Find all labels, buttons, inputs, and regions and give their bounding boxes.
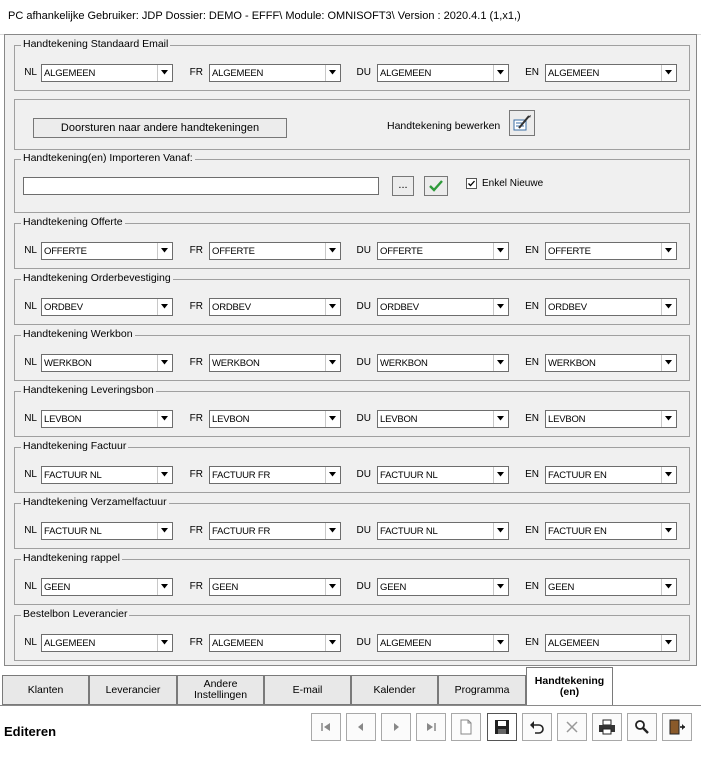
dropdown-button[interactable] <box>493 579 508 595</box>
dropdown-button[interactable] <box>325 635 340 651</box>
undo-icon <box>529 720 545 734</box>
selected-value: OFFERTE <box>548 246 591 257</box>
selected-value: ALGEMEEN <box>380 638 432 649</box>
signature-select[interactable] <box>377 522 509 540</box>
dropdown-button[interactable] <box>325 243 340 259</box>
selected-value: ALGEMEEN <box>44 638 96 649</box>
signature-select[interactable] <box>209 242 341 260</box>
chevron-down-icon <box>665 584 672 589</box>
language-label: FR <box>189 637 203 648</box>
signature-select[interactable] <box>377 242 509 260</box>
selected-value: ALGEMEEN <box>548 638 600 649</box>
dropdown-button[interactable] <box>661 243 676 259</box>
chevron-down-icon <box>329 416 336 421</box>
signature-select[interactable] <box>545 242 677 260</box>
selected-value: WERKBON <box>380 358 428 369</box>
dropdown-button[interactable] <box>493 523 508 539</box>
chevron-down-icon <box>497 70 504 75</box>
dropdown-button[interactable] <box>325 299 340 315</box>
signature-select[interactable] <box>377 634 509 652</box>
group-label: Handtekening Standaard Email <box>23 38 169 50</box>
chevron-down-icon <box>161 528 168 533</box>
language-label: NL <box>24 357 37 368</box>
dropdown-button[interactable] <box>325 523 340 539</box>
language-label: DU <box>356 245 371 256</box>
chevron-down-icon <box>161 70 168 75</box>
language-label: DU <box>356 301 371 312</box>
signature-select[interactable] <box>209 354 341 372</box>
dropdown-button[interactable] <box>157 579 172 595</box>
tab[interactable]: Programma <box>438 675 526 705</box>
chevron-down-icon <box>329 360 336 365</box>
selected-value: FACTUUR NL <box>44 526 102 537</box>
dropdown-button[interactable] <box>157 467 172 483</box>
language-label: NL <box>24 413 37 424</box>
signature-group <box>14 384 690 437</box>
tab[interactable]: Leverancier <box>89 675 177 705</box>
print-icon <box>598 719 616 735</box>
edit-signature-icon <box>511 112 533 134</box>
next-record-icon <box>389 721 403 733</box>
dropdown-button[interactable] <box>661 65 676 81</box>
chevron-down-icon <box>665 304 672 309</box>
signature-select[interactable] <box>377 578 509 596</box>
last-record-icon <box>424 721 438 733</box>
selected-value: GEEN <box>380 582 407 593</box>
selected-value: WERKBON <box>548 358 596 369</box>
chevron-down-icon <box>665 472 672 477</box>
selected-value: WERKBON <box>44 358 92 369</box>
signature-select[interactable] <box>545 634 677 652</box>
signature-select[interactable] <box>209 466 341 484</box>
signature-select[interactable] <box>41 242 173 260</box>
selected-value: LEVBON <box>380 414 418 425</box>
selected-value: OFFERTE <box>44 246 87 257</box>
selected-value: ALGEMEEN <box>212 638 264 649</box>
tab[interactable]: Kalender <box>351 675 438 705</box>
language-label: DU <box>356 413 371 424</box>
dropdown-button[interactable] <box>157 635 172 651</box>
undo-button[interactable] <box>522 713 552 741</box>
dropdown-button[interactable] <box>157 299 172 315</box>
settings-panel <box>4 34 697 666</box>
chevron-down-icon <box>161 304 168 309</box>
signature-select[interactable] <box>209 298 341 316</box>
language-label: FR <box>189 301 203 312</box>
last-record-button[interactable] <box>416 713 446 741</box>
chevron-down-icon <box>665 640 672 645</box>
signature-select[interactable] <box>377 466 509 484</box>
dropdown-button[interactable] <box>157 243 172 259</box>
dropdown-button[interactable] <box>661 299 676 315</box>
chevron-down-icon <box>665 528 672 533</box>
group-label: Handtekening Factuur <box>23 440 127 452</box>
status-text: Editeren <box>4 724 57 739</box>
signature-select[interactable] <box>377 410 509 428</box>
selected-value: GEEN <box>548 582 575 593</box>
tab[interactable]: E-mail <box>264 675 351 705</box>
chevron-down-icon <box>497 472 504 477</box>
signature-select[interactable] <box>41 578 173 596</box>
signature-select[interactable] <box>545 578 677 596</box>
dropdown-button[interactable] <box>661 355 676 371</box>
language-label: EN <box>525 637 539 648</box>
selected-value: FACTUUR FR <box>212 526 271 537</box>
chevron-down-icon <box>329 584 336 589</box>
selected-value: FACTUUR EN <box>548 526 607 537</box>
group-label: Handtekening rappel <box>23 552 120 564</box>
signature-group <box>14 216 690 269</box>
signature-select[interactable] <box>41 64 173 82</box>
signature-select[interactable] <box>545 522 677 540</box>
forward-signatures-button[interactable]: Doorsturen naar andere handtekeningen <box>33 118 287 138</box>
signature-select[interactable] <box>377 298 509 316</box>
signature-select[interactable] <box>545 354 677 372</box>
signature-select[interactable] <box>377 64 509 82</box>
chevron-down-icon <box>329 472 336 477</box>
group-label: Handtekening Orderbevestiging <box>23 272 171 284</box>
selected-value: FACTUUR NL <box>380 526 438 537</box>
language-label: DU <box>356 357 371 368</box>
language-label: DU <box>356 67 371 78</box>
language-label: FR <box>189 67 203 78</box>
chevron-down-icon <box>665 248 672 253</box>
chevron-down-icon <box>665 416 672 421</box>
dropdown-button[interactable] <box>493 299 508 315</box>
dropdown-button[interactable] <box>661 411 676 427</box>
signature-select[interactable] <box>209 634 341 652</box>
language-label: DU <box>356 637 371 648</box>
language-label: EN <box>525 525 539 536</box>
language-label: EN <box>525 469 539 480</box>
selected-value: ORDBEV <box>44 302 83 313</box>
signature-group <box>14 552 690 605</box>
next-record-button[interactable] <box>381 713 411 741</box>
edit-signature-button[interactable] <box>509 110 535 136</box>
selected-value: ALGEMEEN <box>380 68 432 79</box>
signature-select[interactable] <box>41 298 173 316</box>
print-button[interactable] <box>592 713 622 741</box>
chevron-down-icon <box>329 304 336 309</box>
checkmark-icon <box>427 178 445 194</box>
language-label: NL <box>24 637 37 648</box>
language-label: EN <box>525 581 539 592</box>
signature-select[interactable] <box>209 522 341 540</box>
signature-select[interactable] <box>377 354 509 372</box>
only-new-checkbox[interactable] <box>466 178 477 189</box>
dropdown-button[interactable] <box>493 243 508 259</box>
save-icon <box>494 719 510 735</box>
chevron-down-icon <box>329 640 336 645</box>
dropdown-button[interactable] <box>661 579 676 595</box>
chevron-down-icon <box>329 70 336 75</box>
exit-button[interactable] <box>662 713 692 741</box>
delete-button[interactable] <box>557 713 587 741</box>
dropdown-button[interactable] <box>661 635 676 651</box>
signature-select[interactable] <box>41 634 173 652</box>
signature-group <box>14 38 690 91</box>
signature-select[interactable] <box>41 354 173 372</box>
dropdown-button[interactable] <box>661 467 676 483</box>
import-path-input[interactable] <box>23 177 379 195</box>
language-label: DU <box>356 469 371 480</box>
selected-value: LEVBON <box>212 414 250 425</box>
title-bar <box>0 0 701 35</box>
search-button[interactable] <box>627 713 657 741</box>
chevron-down-icon <box>497 528 504 533</box>
selected-value: LEVBON <box>548 414 586 425</box>
only-new-label: Enkel Nieuwe <box>482 178 544 189</box>
signature-group <box>14 272 690 325</box>
language-label: DU <box>356 525 371 536</box>
signature-group <box>14 496 690 549</box>
language-label: NL <box>24 67 37 78</box>
selected-value: FACTUUR FR <box>212 470 271 481</box>
selected-value: ORDBEV <box>548 302 587 313</box>
chevron-down-icon <box>161 360 168 365</box>
dropdown-button[interactable] <box>493 467 508 483</box>
save-button[interactable] <box>487 713 517 741</box>
chevron-down-icon <box>329 528 336 533</box>
language-label: FR <box>189 525 203 536</box>
chevron-down-icon <box>161 248 168 253</box>
new-record-button[interactable] <box>451 713 481 741</box>
dropdown-button[interactable] <box>157 411 172 427</box>
signature-select[interactable] <box>209 578 341 596</box>
chevron-down-icon <box>497 640 504 645</box>
browse-button[interactable]: ... <box>392 176 414 196</box>
signature-select[interactable] <box>209 64 341 82</box>
previous-record-icon <box>354 721 368 733</box>
selected-value: WERKBON <box>212 358 260 369</box>
language-label: FR <box>189 245 203 256</box>
dropdown-button[interactable] <box>325 579 340 595</box>
signature-group <box>14 608 690 661</box>
import-panel <box>14 152 690 213</box>
signature-select[interactable] <box>545 298 677 316</box>
import-label: Handtekening(en) Importeren Vanaf: <box>23 152 193 164</box>
language-label: EN <box>525 413 539 424</box>
checkbox-check-icon <box>467 179 476 188</box>
signature-select[interactable] <box>545 410 677 428</box>
selected-value: OFFERTE <box>380 246 423 257</box>
confirm-import-button[interactable] <box>424 176 448 196</box>
dropdown-button[interactable] <box>325 355 340 371</box>
window-title: PC afhankelijke Gebruiker: JDP Dossier: DEMO - EFFF\ Module: OMNISOFT3\ Version : 2020.4.1 (1,x1,) <box>8 10 521 22</box>
group-label: Handtekening Werkbon <box>23 328 133 340</box>
dropdown-button[interactable] <box>157 65 172 81</box>
dropdown-button[interactable] <box>493 635 508 651</box>
new-record-icon <box>459 719 473 735</box>
language-label: NL <box>24 581 37 592</box>
dropdown-button[interactable] <box>493 355 508 371</box>
chevron-down-icon <box>497 584 504 589</box>
language-label: EN <box>525 245 539 256</box>
selected-value: ORDBEV <box>380 302 419 313</box>
signature-group <box>14 328 690 381</box>
signature-select[interactable] <box>545 64 677 82</box>
dropdown-button[interactable] <box>325 411 340 427</box>
delete-icon <box>565 720 579 734</box>
tab[interactable]: Handtekening (en) <box>526 667 613 706</box>
selected-value: OFFERTE <box>212 246 255 257</box>
first-record-icon <box>319 721 333 733</box>
selected-value: ALGEMEEN <box>548 68 600 79</box>
dropdown-button[interactable] <box>661 523 676 539</box>
selected-value: LEVBON <box>44 414 82 425</box>
dropdown-button[interactable] <box>157 523 172 539</box>
language-label: FR <box>189 581 203 592</box>
selected-value: FACTUUR NL <box>44 470 102 481</box>
selected-value: FACTUUR NL <box>380 470 438 481</box>
previous-record-button[interactable] <box>346 713 376 741</box>
dropdown-button[interactable] <box>157 355 172 371</box>
selected-value: ALGEMEEN <box>212 68 264 79</box>
language-label: NL <box>24 245 37 256</box>
chevron-down-icon <box>161 584 168 589</box>
selected-value: GEEN <box>44 582 71 593</box>
language-label: FR <box>189 357 203 368</box>
actions-panel <box>14 99 690 150</box>
language-label: DU <box>356 581 371 592</box>
tab[interactable]: Klanten <box>2 675 89 705</box>
chevron-down-icon <box>665 70 672 75</box>
group-label: Handtekening Leveringsbon <box>23 384 154 396</box>
chevron-down-icon <box>329 248 336 253</box>
signature-group <box>14 440 690 493</box>
chevron-down-icon <box>497 304 504 309</box>
language-label: EN <box>525 301 539 312</box>
chevron-down-icon <box>665 360 672 365</box>
chevron-down-icon <box>161 416 168 421</box>
language-label: EN <box>525 67 539 78</box>
signature-select[interactable] <box>41 522 173 540</box>
selected-value: ALGEMEEN <box>44 68 96 79</box>
signature-select[interactable] <box>41 466 173 484</box>
language-label: FR <box>189 413 203 424</box>
language-label: NL <box>24 301 37 312</box>
group-label: Bestelbon Leverancier <box>23 608 128 620</box>
language-label: NL <box>24 525 37 536</box>
group-label: Handtekening Verzamelfactuur <box>23 496 167 508</box>
edit-signature-label: Handtekening bewerken <box>387 120 501 132</box>
dropdown-button[interactable] <box>325 65 340 81</box>
language-label: EN <box>525 357 539 368</box>
search-icon <box>634 719 650 735</box>
chevron-down-icon <box>497 360 504 365</box>
selected-value: ORDBEV <box>212 302 251 313</box>
signature-select[interactable] <box>545 466 677 484</box>
selected-value: FACTUUR EN <box>548 470 607 481</box>
selected-value: GEEN <box>212 582 239 593</box>
language-label: FR <box>189 469 203 480</box>
chevron-down-icon <box>161 640 168 645</box>
signature-select[interactable] <box>209 410 341 428</box>
tab-baseline <box>0 705 701 706</box>
chevron-down-icon <box>497 416 504 421</box>
exit-icon <box>668 718 686 736</box>
chevron-down-icon <box>497 248 504 253</box>
dropdown-button[interactable] <box>325 467 340 483</box>
tab[interactable]: Andere Instellingen <box>177 675 264 705</box>
language-label: NL <box>24 469 37 480</box>
dropdown-button[interactable] <box>493 411 508 427</box>
dropdown-button[interactable] <box>493 65 508 81</box>
group-label: Handtekening Offerte <box>23 216 123 228</box>
signature-select[interactable] <box>41 410 173 428</box>
first-record-button[interactable] <box>311 713 341 741</box>
chevron-down-icon <box>161 472 168 477</box>
